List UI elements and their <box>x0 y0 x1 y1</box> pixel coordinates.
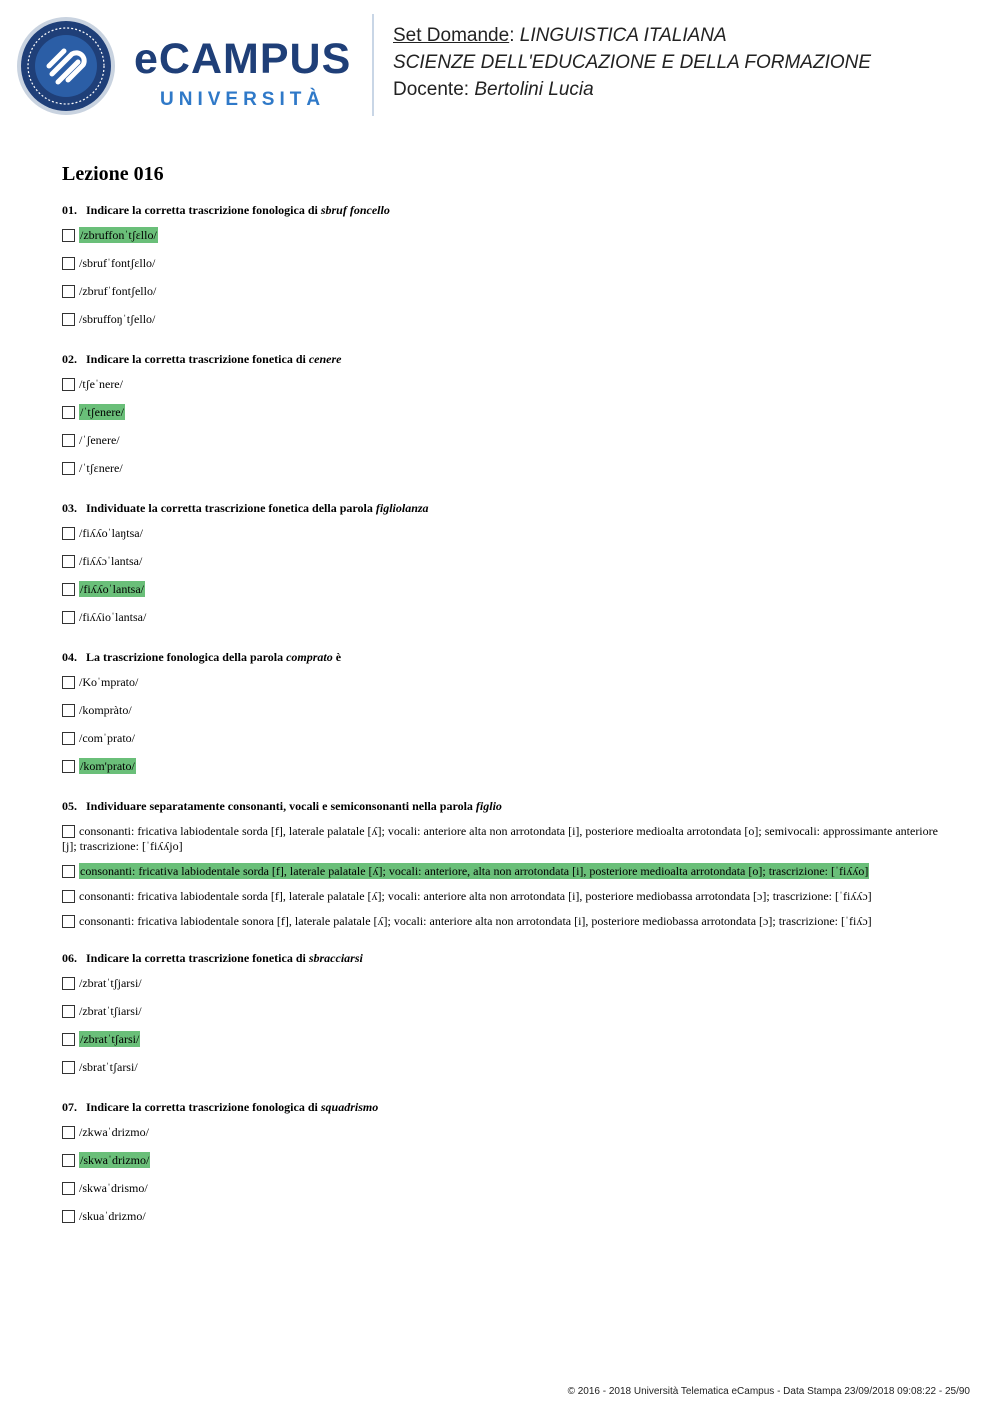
answer-option[interactable] <box>62 1032 942 1047</box>
teacher-name: Bertolini Lucia <box>474 79 594 100</box>
answer-text: /sbratˈtʃarsi/ <box>79 1060 138 1074</box>
correct-answer-text: /kom'prato/ <box>80 759 135 773</box>
question-5 <box>62 798 942 950</box>
set-line: Set Domande: LINGUISTICA ITALIANA <box>393 25 727 46</box>
answer-text: /fiʎʎɔˈlantsa/ <box>79 554 143 568</box>
question-word: figlio <box>475 799 502 813</box>
question-tail: è <box>335 650 342 664</box>
answer-option[interactable] <box>62 312 942 327</box>
answer-text: /tʃeˈnere/ <box>79 377 123 391</box>
question-text <box>62 950 942 966</box>
correct-answer-text: /skwaˈdrizmo/ <box>80 1153 150 1167</box>
header-divider <box>372 14 374 116</box>
course-name: SCIENZE DELL'EDUCAZIONE E DELLA FORMAZIONE <box>393 52 872 73</box>
question-spacer <box>62 1088 942 1099</box>
checkbox[interactable] <box>62 732 75 745</box>
answer-text: /skwaˈdrismo/ <box>79 1181 148 1195</box>
checkbox[interactable] <box>62 1033 75 1046</box>
set-label: Set Domande <box>393 25 510 46</box>
answer-text: /Koˈmprato/ <box>79 675 139 689</box>
answer-text: /fiʎʎioˈlantsa/ <box>79 610 147 624</box>
checkbox[interactable] <box>62 676 75 689</box>
answer-option[interactable] <box>62 1004 942 1019</box>
answer-text: /zbratˈtʃjarsi/ <box>79 976 142 990</box>
question-prompt: Individuate la corretta trascrizione fonetica della parola <box>86 501 373 515</box>
checkbox[interactable] <box>62 1061 75 1074</box>
question-word: comprato <box>286 650 333 664</box>
answer-text: /ˈʃenere/ <box>79 433 120 447</box>
answer-option[interactable] <box>62 1181 942 1196</box>
page-footer: © 2016 - 2018 Università Telematica eCampus - Data Stampa 23/09/2018 09:08:22 - 25/90 <box>567 1386 970 1397</box>
answer-text: /fiʎʎoˈlaŋtsa/ <box>79 526 143 540</box>
question-word: cenere <box>308 352 342 366</box>
question-3 <box>62 500 942 649</box>
answer-option[interactable] <box>62 433 942 448</box>
question-7 <box>62 1099 942 1248</box>
checkbox[interactable] <box>62 760 75 773</box>
answer-text: /comˈprato/ <box>79 731 135 745</box>
question-number: 02. <box>62 352 77 366</box>
question-word: sbruf foncello <box>320 203 390 217</box>
answer-option[interactable] <box>62 914 942 929</box>
question-text <box>62 798 942 814</box>
ecampus-seal-logo <box>16 16 116 116</box>
question-text <box>62 1099 942 1115</box>
question-number: 01. <box>62 203 77 217</box>
question-2 <box>62 351 942 500</box>
question-word: squadrismo <box>320 1100 379 1114</box>
checkbox[interactable] <box>62 583 75 596</box>
answer-option[interactable] <box>62 284 942 299</box>
question-4 <box>62 649 942 798</box>
checkbox[interactable] <box>62 611 75 624</box>
answer-text: /sbrufˈfontʃɛllo/ <box>79 256 156 270</box>
teacher-label: Docente: <box>393 79 470 100</box>
answer-option[interactable] <box>62 610 942 625</box>
checkbox[interactable] <box>62 704 75 717</box>
checkbox[interactable] <box>62 527 75 540</box>
correct-answer-text: /ˈtʃenere/ <box>80 405 124 419</box>
checkbox[interactable] <box>62 890 75 903</box>
checkbox[interactable] <box>62 406 75 419</box>
correct-answer-text: consonanti: fricativa labiodentale sorda [f], laterale palatale [ʎ]; vocali: anteriore, alta non arrotondata [i], posteriore medioalta arrotondata [o]; trascrizione: [ˈfiʎʎo] <box>80 864 869 878</box>
question-prompt: Indicare la corretta trascrizione fonologica di <box>86 1100 318 1114</box>
checkbox[interactable] <box>62 1154 75 1167</box>
answer-option[interactable] <box>62 405 942 420</box>
header-info <box>393 22 871 103</box>
lesson-title: Lezione 016 <box>62 163 164 185</box>
checkbox[interactable] <box>62 285 75 298</box>
question-number: 04. <box>62 650 77 664</box>
checkbox[interactable] <box>62 313 75 326</box>
set-value: LINGUISTICA ITALIANA <box>519 25 727 46</box>
answer-option[interactable] <box>62 824 942 854</box>
question-6 <box>62 950 942 1099</box>
question-prompt: Indicare la corretta trascrizione fonetica di <box>86 352 306 366</box>
checkbox[interactable] <box>62 825 75 838</box>
universita-wordmark: UNIVERSITÀ <box>160 89 326 110</box>
answer-option[interactable] <box>62 731 942 746</box>
checkbox[interactable] <box>62 555 75 568</box>
answer-option[interactable] <box>62 256 942 271</box>
answer-option[interactable] <box>62 1209 942 1224</box>
answer-option[interactable] <box>62 976 942 991</box>
answer-option[interactable] <box>62 889 942 904</box>
answer-option[interactable] <box>62 703 942 718</box>
answer-text: /kompràto/ <box>79 703 132 717</box>
question-prompt: Indicare la corretta trascrizione fonologica di <box>86 203 318 217</box>
question-word: sbracciarsi <box>308 951 363 965</box>
teacher-line <box>393 76 871 103</box>
question-spacer <box>62 787 942 798</box>
correct-answer-text: /zbratˈtʃarsi/ <box>80 1032 140 1046</box>
checkbox[interactable] <box>62 1210 75 1223</box>
question-spacer <box>62 638 942 649</box>
checkbox[interactable] <box>62 1005 75 1018</box>
correct-answer-text: /fiʎʎoˈlantsa/ <box>80 582 144 596</box>
question-spacer <box>62 340 942 351</box>
question-spacer <box>62 939 942 950</box>
answer-option[interactable] <box>62 377 942 392</box>
checkbox[interactable] <box>62 229 75 242</box>
checkbox[interactable] <box>62 1182 75 1195</box>
question-prompt: La trascrizione fonologica della parola <box>86 650 284 664</box>
answer-text: /skuaˈdrizmo/ <box>79 1209 146 1223</box>
question-text <box>62 202 942 218</box>
question-word: figliolanza <box>375 501 429 515</box>
question-number: 05. <box>62 799 77 813</box>
answer-text: /zbratˈtʃiarsi/ <box>79 1004 142 1018</box>
question-1 <box>62 202 942 351</box>
question-spacer <box>62 1237 942 1248</box>
answer-option[interactable] <box>62 526 942 541</box>
question-number: 07. <box>62 1100 77 1114</box>
answer-option[interactable] <box>62 1153 942 1168</box>
answer-text: /zbrufˈfontʃello/ <box>79 284 157 298</box>
question-number: 03. <box>62 501 77 515</box>
question-prompt: Indicare la corretta trascrizione fonetica di <box>86 951 306 965</box>
question-text <box>62 500 942 516</box>
answer-text: consonanti: fricativa labiodentale sonora [f], laterale palatale [ʎ]; vocali: anteriore alta non arrotondata [i], posteriore mediobassa arrotondata [ɔ]; trascrizione: [ˈfiʎɔ] <box>79 914 872 928</box>
answer-option[interactable] <box>62 1060 942 1075</box>
question-prompt: Individuare separatamente consonanti, vocali e semiconsonanti nella parola <box>86 799 473 813</box>
answer-option[interactable] <box>62 582 942 597</box>
checkbox[interactable] <box>62 378 75 391</box>
checkbox[interactable] <box>62 257 75 270</box>
correct-answer-text: /zbruffonˈtʃɛllo/ <box>80 228 157 242</box>
checkbox[interactable] <box>62 977 75 990</box>
answer-option[interactable] <box>62 675 942 690</box>
answer-option[interactable] <box>62 461 942 476</box>
answer-option[interactable] <box>62 554 942 569</box>
course-line <box>393 49 871 76</box>
checkbox[interactable] <box>62 915 75 928</box>
question-spacer <box>62 489 942 500</box>
page-header <box>0 0 1000 130</box>
answer-text: consonanti: fricativa labiodentale sorda [f], laterale palatale [ʎ]; vocali: anteriore alta non arrotondata [i], posteriore medioalta arrotondata [o]; semivocali: approssimante anteriore [j]; trascrizione: [ˈfiʎʎjo] <box>62 824 938 853</box>
question-text <box>62 351 942 367</box>
question-list <box>62 202 942 1248</box>
question-text <box>62 649 942 665</box>
answer-text: consonanti: fricativa labiodentale sorda [f], laterale palatale [ʎ]; vocali: anteriore alta non arrotondata [i], posteriore mediobassa arrotondata [ɔ]; trascrizione: [ˈfiʎʎɔ] <box>79 889 872 903</box>
answer-text: /zkwaˈdrizmo/ <box>79 1125 149 1139</box>
answer-text: /sbruffoŋˈtʃello/ <box>79 312 156 326</box>
answer-option[interactable] <box>62 759 942 774</box>
answer-option[interactable] <box>62 228 942 243</box>
checkbox[interactable] <box>62 462 75 475</box>
checkbox[interactable] <box>62 865 75 878</box>
answer-option[interactable] <box>62 864 942 879</box>
ecampus-wordmark: eCAMPUS <box>134 35 352 83</box>
checkbox[interactable] <box>62 1126 75 1139</box>
answer-option[interactable] <box>62 1125 942 1140</box>
question-number: 06. <box>62 951 77 965</box>
checkbox[interactable] <box>62 434 75 447</box>
quiz-content <box>62 160 942 1248</box>
answer-text: /ˈtʃɛnere/ <box>79 461 123 475</box>
